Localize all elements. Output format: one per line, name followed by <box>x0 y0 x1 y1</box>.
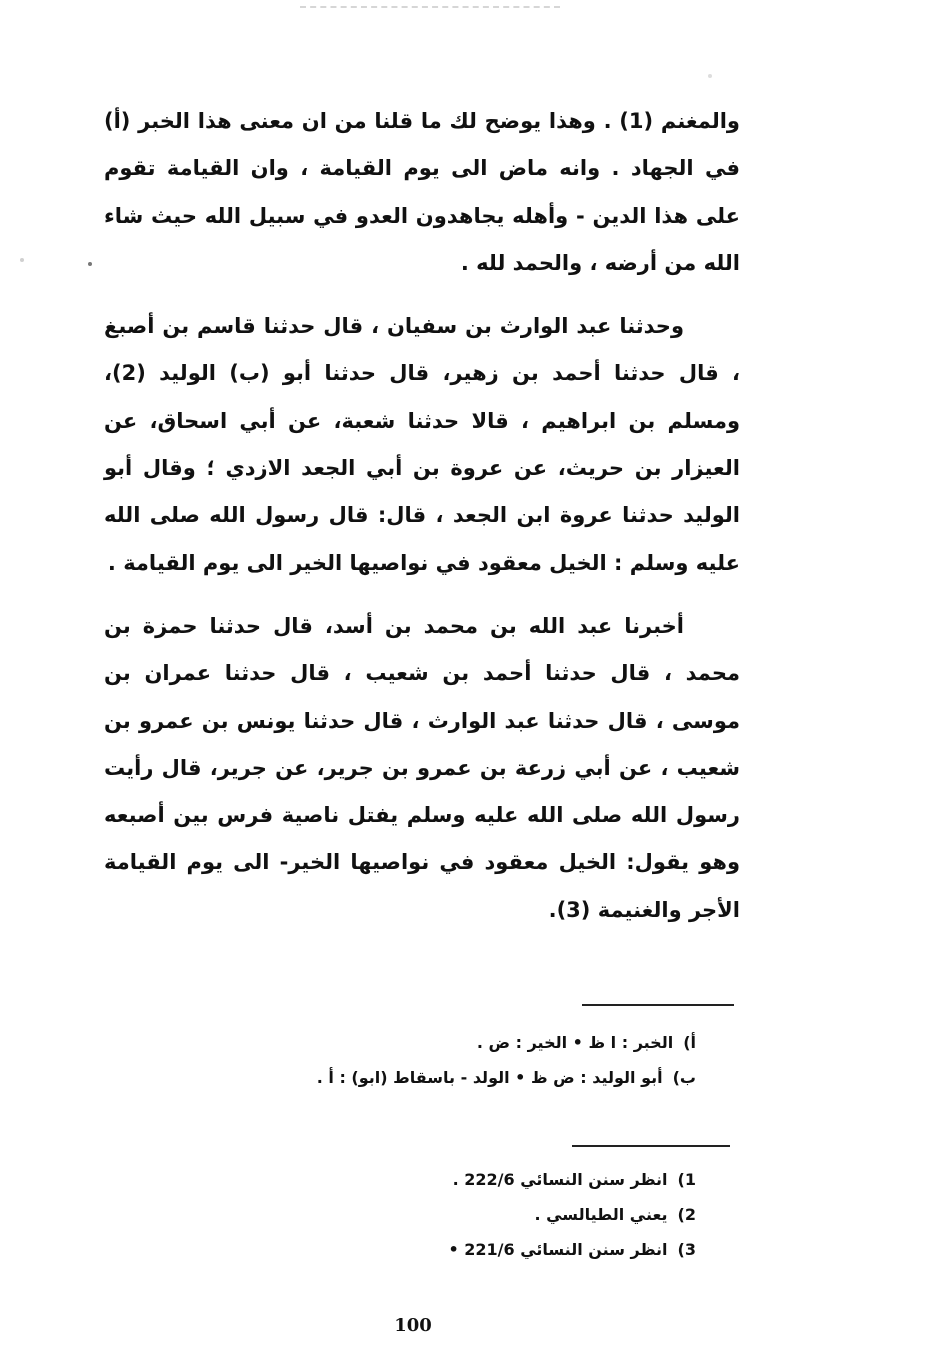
page-number <box>0 1315 926 1336</box>
scan-speck <box>88 262 92 266</box>
footnote-text: يعني الطيالسي . <box>534 1205 668 1224</box>
footnote-mark: أ) <box>683 1033 696 1052</box>
footnote-mark: 2) <box>677 1205 696 1224</box>
footnote-line <box>196 1025 696 1060</box>
footnote-text: الخبر : ا ظ • الخير : ض . <box>476 1033 674 1052</box>
footnote-text: أبو الوليد : ض ظ • الولد - باسقاط (ابو) : أ . <box>316 1068 663 1087</box>
footnote-line <box>196 1197 696 1232</box>
footnote-divider-sources <box>572 1145 730 1147</box>
variant-footnotes <box>196 1025 696 1095</box>
paragraph-2: وحدثنا عبد الوارث بن سفيان ، قال حدثنا قاسم بن أصبغ ، قال حدثنا أحمد بن زهير، قال حدثنا أبو (ب) الوليد (2)، ومسلم بن ابراهيم ، قالا حدثنا شعبة، عن أبي اسحاق، عن العيزار بن حريث، عن عروة بن أبي الجعد الازدي ؛ وقال أبو الوليد حدثنا عروة ابن الجعد ، قال: قال رسول الله صلى الله عليه وسلم : الخيل معقود في نواصيها الخير الى يوم القيامة . <box>104 314 740 575</box>
paragraph-1: والمغنم (1) . وهذا يوضح لك ما قلنا من ان معنى هذا الخبر (أ) في الجهاد . وانه ماض الى يوم القيامة ، وان القيامة تقوم على هذا الدين - وأهله يجاهدون العدو في سبيل الله حيث شاء الله من أرضه ، والحمد لله . <box>104 109 740 275</box>
top-edge-mark <box>300 6 560 8</box>
paragraph-3: أخبرنا عبد الله بن محمد بن أسد، قال حدثنا حمزة بن محمد ، قال حدثنا أحمد بن شعيب ، قال حدثنا عمران بن موسى ، قال حدثنا عبد الوارث ، قال حدثنا يونس بن عمرو بن شعيب ، عن أبي زرعة بن عمرو بن جرير، عن جرير، قال رأيت رسول الله صلى الله عليه وسلم يفتل ناصية فرس بين أصبعه وهو يقول: الخيل معقود في نواصيها الخير- الى يوم القيامة الأجر والغنيمة (3). <box>104 613 740 922</box>
footnote-divider-variants <box>582 1004 734 1006</box>
main-text <box>104 98 740 950</box>
footnote-text: انظر سنن النسائي 221/6 • <box>448 1240 668 1259</box>
scan-speck <box>708 74 712 78</box>
footnote-mark: 3) <box>677 1240 696 1259</box>
source-footnotes <box>196 1162 696 1267</box>
footnote-line <box>196 1060 696 1095</box>
page-number-text: 100 <box>394 1315 432 1336</box>
scan-speck <box>20 258 24 262</box>
footnote-line <box>196 1162 696 1197</box>
footnote-mark: ب) <box>672 1068 696 1087</box>
footnote-line <box>196 1232 696 1267</box>
footnote-text: انظر سنن النسائي 222/6 . <box>452 1170 668 1189</box>
footnote-mark: 1) <box>677 1170 696 1189</box>
